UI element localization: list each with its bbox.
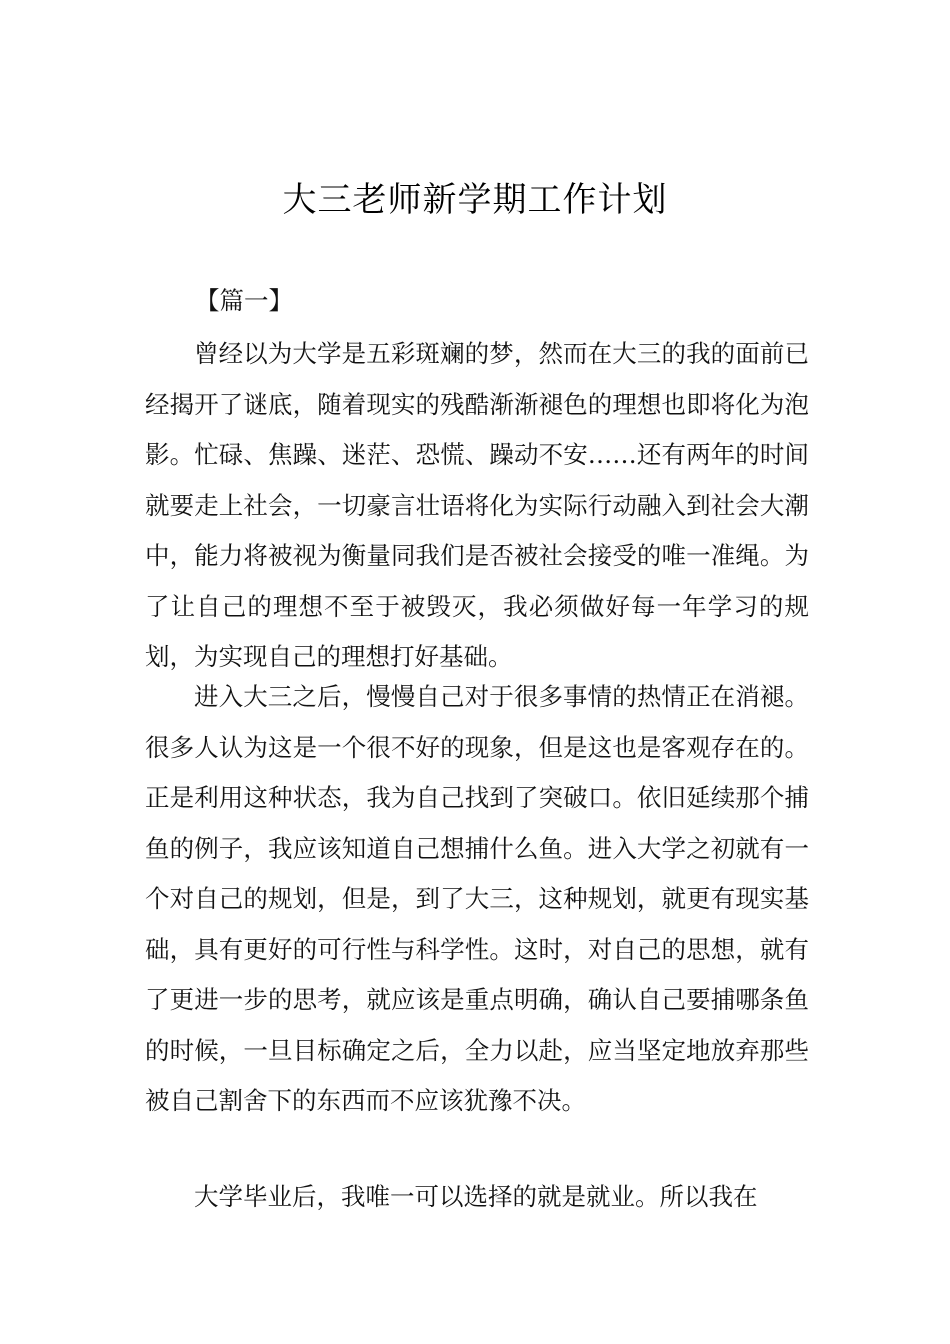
- section-label: 【篇一】: [195, 286, 293, 315]
- paragraph-1: 曾经以为大学是五彩斑斓的梦，然而在大三的我的面前已经揭开了谜底，随着现实的残酷渐渐褪色的理想也即将化为泡影。忙碌、焦躁、迷茫、恐慌、躁动不安……还有两年的时间就要走上社会，一切豪言壮语将化为实际行动融入到社会大潮中，能力将被视为衡量同我们是否被社会接受的唯一准绳。为了让自己的理想不至于被毁灭，我必须做好每一年学习的规划，为实现自己的理想打好基础。: [145, 339, 809, 671]
- paragraph-2: 进入大三之后，慢慢自己对于很多事情的热情正在消褪。很多人认为这是一个很不好的现象，但是这也是客观存在的。正是利用这种状态，我为自己找到了突破口。依旧延续那个捕鱼的例子，我应该知道自己想捕什么鱼。进入大学之初就有一个对自己的规划，但是，到了大三，这种规划，就更有现实基础，具有更好的可行性与科学性。这时，对自己的思想，就有了更进一步的思考，就应该是重点明确，确认自己要捕哪条鱼的时候，一旦目标确定之后，全力以赴，应当坚定地放弃那些被自己割舍下的东西而不应该犹豫不决。: [145, 682, 809, 1115]
- paragraph-3: 大学毕业后，我唯一可以选择的就是就业。所以我在: [194, 1182, 758, 1211]
- document-title: 大三老师新学期工作计划: [282, 180, 668, 220]
